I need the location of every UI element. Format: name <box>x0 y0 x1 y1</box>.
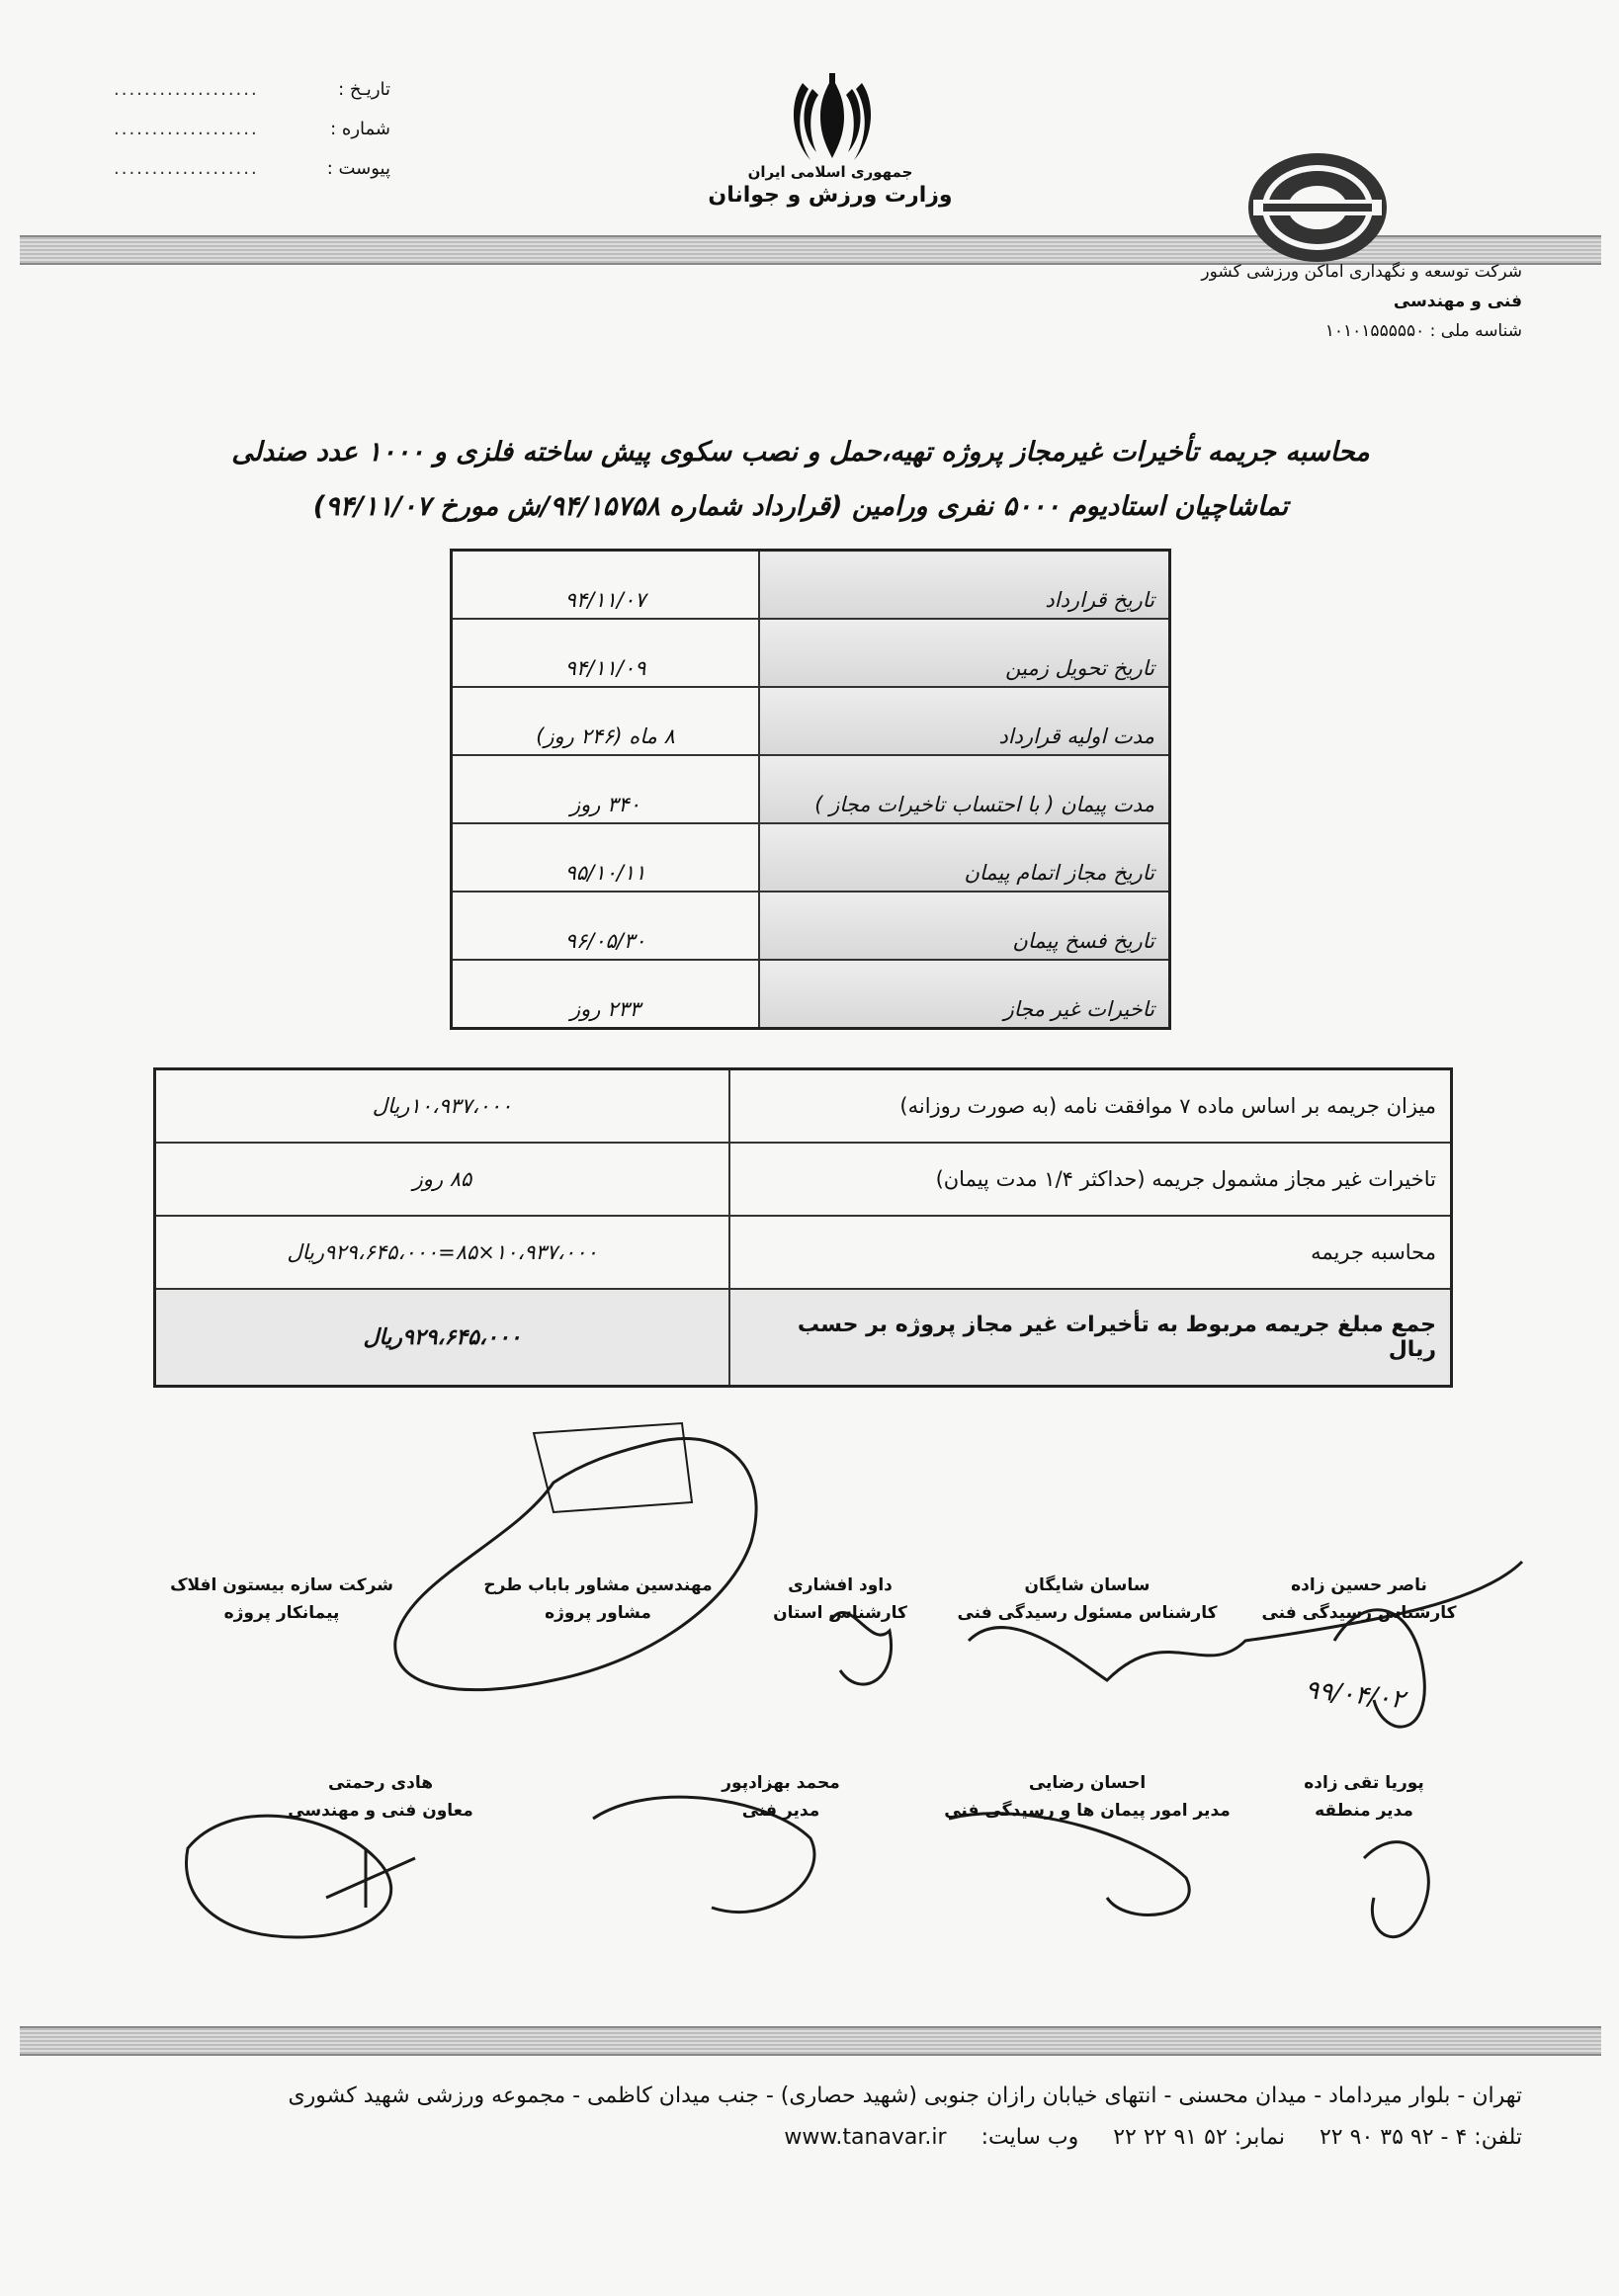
signature-block: احسان رضایی مدیر امور پیمان ها و رسیدگی فنی <box>944 1773 1231 1821</box>
republic-text: جمهوری اسلامی ایران <box>747 163 913 181</box>
table-row: تاریخ قرارداد ۹۴/۱۱/۰۷ <box>452 551 1170 620</box>
ministry-name: وزارت ورزش و جوانان <box>708 183 953 208</box>
table-row: تاریخ تحویل زمین ۹۴/۱۱/۰۹ <box>452 619 1170 687</box>
title-line-2: تماشاچیان استادیوم ۵۰۰۰ نفری ورامین (قرارداد شماره ۹۴/۱۵۷۵۸/ش مورخ ۹۴/۱۱/۰۷) <box>312 491 1289 522</box>
footer-contact <box>455 2125 1522 2150</box>
footer-address: تهران - بلوار میرداماد - میدان محسنی - انتهای خیابان رازان جنوبی (شهید حصاری) - جنب میدان کاظمی - مجموعه ورزشی شهید کشوری <box>288 2083 1522 2108</box>
signature-block: ناصر حسین زاده کارشناس رسیدگی فنی <box>1261 1575 1457 1623</box>
company-logo-icon <box>1243 148 1392 267</box>
attachment-field: پیوست : ................... <box>114 158 390 179</box>
penalty-table <box>153 1067 1453 1388</box>
footer-fax: نمابر: ۵۲ ۹۱ ۲۲ ۲۲ <box>1113 2125 1285 2150</box>
signature-block: داود افشاری کارشناس استان <box>773 1575 907 1623</box>
signature-mark <box>326 1848 415 1908</box>
title-line-1: محاسبه جریمه تأخیرات غیرمجاز پروژه تهیه،حمل و نصب سکوی پیش ساخته فلزی و ۱۰۰۰ عدد صندلی <box>231 437 1370 468</box>
table-row: تاخیرات غیر مجاز ۲۳۳ روز <box>452 960 1170 1029</box>
handwritten-date: ۹۹/۰۴/۰۲ <box>1303 1674 1406 1716</box>
signature-block: پوریا تقی زاده مدیر منطقه <box>1304 1773 1424 1821</box>
signature-block: ساسان شایگان کارشناس مسئول رسیدگی فنی <box>957 1575 1218 1623</box>
footer-divider <box>20 2026 1601 2056</box>
ministry-block <box>682 163 979 208</box>
header-fields <box>114 79 390 198</box>
signature-block: مهندسین مشاور باباب طرح مشاور پروژه <box>483 1575 713 1623</box>
table-row: مدت پیمان ( با احتساب تاخیرات مجاز ) ۳۴۰ روز <box>452 755 1170 823</box>
date-field: تاریـخ : ................... <box>114 79 390 100</box>
table-row: مدت اولیه قرارداد ۸ ماه (۲۴۶ روز) <box>452 687 1170 755</box>
number-field: شماره : ................... <box>114 119 390 139</box>
contract-table <box>450 549 1171 1030</box>
footer-website-label: وب سایت: <box>980 2125 1079 2150</box>
table-row: تاریخ فسخ پیمان ۹۶/۰۵/۳۰ <box>452 892 1170 960</box>
table-row: تاخیرات غیر مجاز مشمول جریمه (حداکثر ۱/۴ مدت پیمان) ۸۵ روز <box>155 1143 1452 1216</box>
table-row: تاریخ مجاز اتمام پیمان ۹۵/۱۰/۱۱ <box>452 823 1170 892</box>
stamp-outline <box>395 1439 756 1690</box>
table-row: میزان جریمه بر اساس ماده ۷ موافقت نامه (به صورت روزانه) ۱۰،۹۳۷،۰۰۰ریال <box>155 1069 1452 1144</box>
company-name: شرکت توسعه و نگهداری اماکن ورزشی کشور <box>1201 262 1522 282</box>
company-block <box>1156 257 1522 346</box>
department: فنی و مهندسی <box>1393 292 1522 311</box>
signature-block: محمد بهزادپور مدیر فنی <box>722 1773 840 1821</box>
total-row: جمع مبلغ جریمه مربوط به تأخیرات غیر مجاز پروژه بر حسب ریال ۹۲۹،۶۴۵،۰۰۰ریال <box>155 1289 1452 1387</box>
signature-block: شرکت سازه بیستون افلاک پیمانکار پروژه <box>170 1575 393 1623</box>
table-row: محاسبه جریمه ۱۰،۹۳۷،۰۰۰×۸۵=۹۲۹،۶۴۵،۰۰۰ریال <box>155 1216 1452 1289</box>
signature-block: هادی رحمتی معاون فنی و مهندسی <box>288 1773 473 1821</box>
national-id: شناسه ملی : ۱۰۱۰۱۵۵۵۵۵۰ <box>1324 321 1522 341</box>
iran-emblem-icon <box>783 69 882 168</box>
signature-mark <box>1364 1842 1428 1937</box>
footer-website[interactable]: www.tanavar.ir <box>784 2125 947 2150</box>
signature-mark <box>186 1816 390 1937</box>
signature-mark <box>949 1814 1189 1915</box>
footer-phone: تلفن: ۴ - ۹۲ ۳۵ ۹۰ ۲۲ <box>1319 2125 1522 2150</box>
document-title <box>198 425 1404 534</box>
